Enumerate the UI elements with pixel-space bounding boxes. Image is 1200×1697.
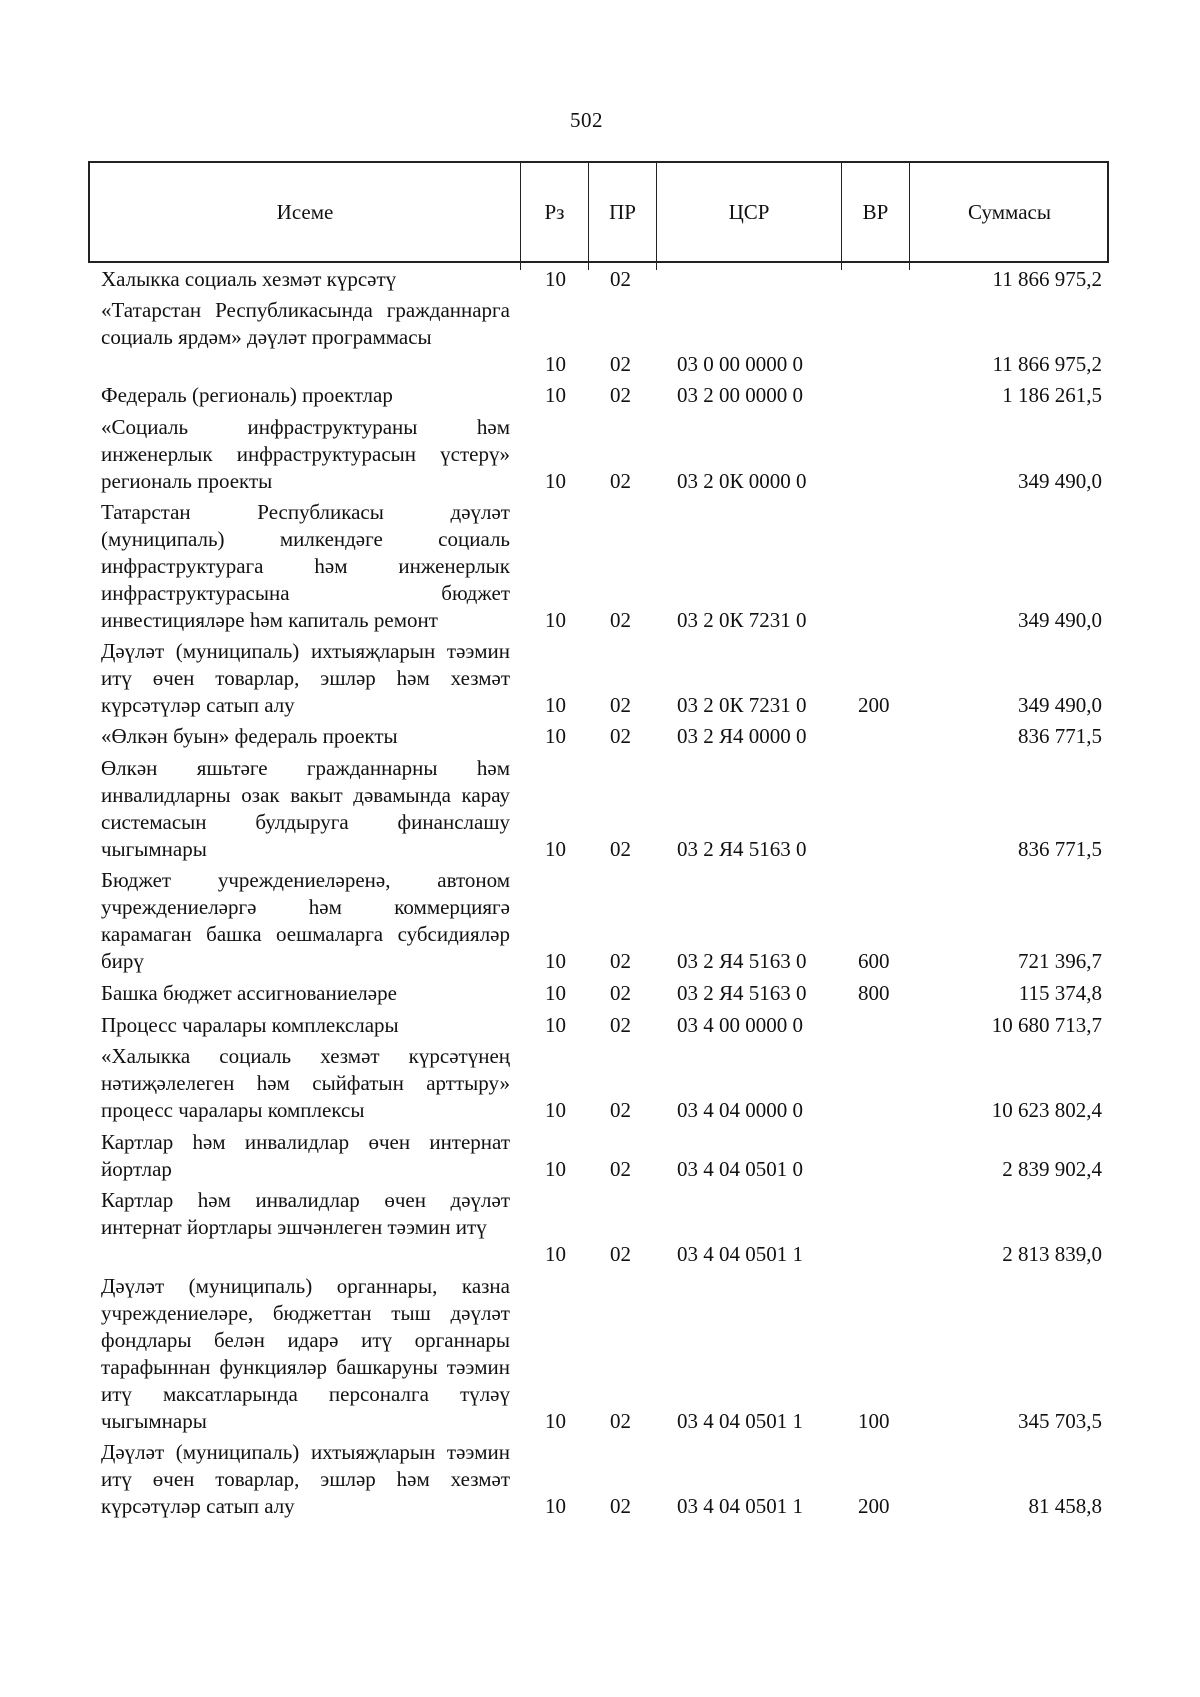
row-pr: 02: [610, 981, 631, 1005]
header-vr: ВР: [862, 199, 889, 224]
row-csr: 03 2 0К 0000 0: [677, 469, 807, 493]
header-rz: Рз: [544, 199, 565, 224]
row-csr: 03 0 00 0000 0: [677, 352, 803, 376]
row-pr: 02: [610, 469, 631, 493]
table-row: [0, 1012, 1200, 1039]
row-pr: 02: [610, 1098, 631, 1122]
row-vr: 200: [858, 1494, 890, 1518]
row-sum: 81 458,8: [1028, 1494, 1102, 1518]
row-csr: 03 2 Я4 5163 0: [677, 837, 807, 861]
row-rz: 10: [545, 352, 566, 376]
table-row: [0, 414, 1200, 495]
header-name: Исеме: [276, 199, 334, 224]
row-pr: 02: [610, 352, 631, 376]
row-csr: 03 2 Я4 0000 0: [677, 724, 807, 748]
row-name: «Татарстан Республикасында гражданнарга социаль ярдәм» дәүләт программасы: [101, 298, 510, 349]
row-csr: 03 2 0К 7231 0: [677, 693, 807, 717]
row-rz: 10: [545, 383, 566, 407]
row-name: Дәүләт (муниципаль) ихтыяҗларын тәэмин итү өчен товарлар, эшләр һәм хезмәт күрсәтүләр сатып алу: [101, 1440, 510, 1518]
table-row: [0, 266, 1200, 293]
row-rz: 10: [545, 1409, 566, 1433]
table-row: [0, 755, 1200, 863]
row-vr: 800: [858, 981, 890, 1005]
row-rz: 10: [545, 724, 566, 748]
header-sum: Суммасы: [968, 199, 1051, 224]
row-sum: 11 866 975,2: [992, 267, 1102, 291]
row-rz: 10: [545, 949, 566, 973]
row-pr: 02: [610, 1409, 631, 1433]
row-sum: 836 771,5: [1018, 724, 1102, 748]
row-name: «Халыкка социаль хезмәт күрсәтүнең нәтиҗәлелеген һәм сыйфатын арттыру» процесс чаралары комплексы: [101, 1044, 510, 1122]
row-pr: 02: [610, 1494, 631, 1518]
row-pr: 02: [610, 1157, 631, 1181]
row-csr: 03 2 Я4 5163 0: [677, 949, 807, 973]
row-sum: 10 623 802,4: [991, 1098, 1102, 1122]
row-name: Бюджет учреждениеләренә, автоном учреждениеләргә һәм коммерциягә карамаган башка оешмаларга субсидияләр бирү: [101, 868, 510, 973]
row-name: Картлар һәм инвалидлар өчен дәүләт интернат йортлары эшчәнлеген тәэмин итү: [101, 1188, 510, 1239]
row-rz: 10: [545, 1013, 566, 1037]
row-pr: 02: [610, 383, 631, 407]
row-name: Дәүләт (муниципаль) органнары, казна учреждениеләре, бюджеттан тыш дәүләт фондлары белән идарә итү органнары тарафыннан функцияләр башкаруны тәэмин итү максатларында персоналга түләү чыгымнары: [101, 1274, 510, 1433]
row-csr: 03 4 04 0501 1: [677, 1409, 803, 1433]
row-rz: 10: [545, 1157, 566, 1181]
row-name: Башка бюджет ассигнованиеләре: [101, 981, 397, 1005]
table-row: [0, 723, 1200, 750]
row-rz: 10: [545, 608, 566, 632]
row-rz: 10: [545, 693, 566, 717]
row-csr: 03 2 Я4 5163 0: [677, 981, 807, 1005]
row-sum: 345 703,5: [1018, 1409, 1102, 1433]
row-sum: 11 866 975,2: [992, 352, 1102, 376]
row-rz: 10: [545, 1098, 566, 1122]
header-csr: ЦСР: [728, 199, 770, 224]
table-row: [0, 1129, 1200, 1183]
table-row: [0, 1043, 1200, 1124]
row-name: «Өлкән буын» федераль проекты: [101, 724, 398, 748]
table-row: [0, 1439, 1200, 1520]
row-name: «Социаль инфраструктураны һәм инженерлык инфраструктурасын үстерү» региональ проекты: [101, 415, 510, 493]
table-row: [0, 499, 1200, 634]
row-pr: 02: [610, 693, 631, 717]
table-row: [0, 867, 1200, 975]
row-sum: 2 813 839,0: [1002, 1242, 1102, 1266]
table-row: [0, 297, 1200, 378]
row-pr: 02: [610, 949, 631, 973]
row-csr: 03 4 04 0000 0: [677, 1098, 803, 1122]
row-name: Процесс чаралары комплекслары: [101, 1013, 399, 1037]
row-vr: 600: [858, 949, 890, 973]
table-row: [0, 638, 1200, 719]
row-name: Татарстан Республикасы дәүләт (муниципаль) милкендәге социаль инфраструктурага һәм инженерлык инфраструктурасына бюджет инвестицияләре һәм капиталь ремонт: [101, 500, 510, 632]
row-name: Картлар һәм инвалидлар өчен интернат йортлар: [101, 1130, 510, 1181]
row-rz: 10: [545, 469, 566, 493]
row-pr: 02: [610, 267, 631, 291]
row-pr: 02: [610, 724, 631, 748]
row-vr: 200: [858, 693, 890, 717]
row-rz: 10: [545, 267, 566, 291]
row-sum: 10 680 713,7: [991, 1013, 1102, 1037]
row-csr: 03 4 00 0000 0: [677, 1013, 803, 1037]
row-sum: 349 490,0: [1018, 469, 1102, 493]
table-row: [0, 1273, 1200, 1435]
row-sum: 721 396,7: [1018, 949, 1102, 973]
row-pr: 02: [610, 1242, 631, 1266]
table-row: [0, 1187, 1200, 1268]
table-header: [88, 161, 1109, 263]
row-csr: 03 2 0К 7231 0: [677, 608, 807, 632]
row-pr: 02: [610, 1013, 631, 1037]
row-csr: 03 4 04 0501 1: [677, 1242, 803, 1266]
row-name: Дәүләт (муниципаль) ихтыяҗларын тәэмин итү өчен товарлар, эшләр һәм хезмәт күрсәтүләр сатып алу: [101, 639, 510, 717]
row-rz: 10: [545, 837, 566, 861]
row-name: Халыкка социаль хезмәт күрсәтү: [101, 267, 397, 291]
row-csr: 03 2 00 0000 0: [677, 383, 803, 407]
header-pr: ПР: [609, 199, 636, 224]
table-row: [0, 980, 1200, 1007]
row-sum: 1 186 261,5: [1002, 383, 1102, 407]
row-sum: 2 839 902,4: [1002, 1157, 1102, 1181]
row-rz: 10: [545, 981, 566, 1005]
row-sum: 349 490,0: [1018, 608, 1102, 632]
row-name: Өлкән яшьтәге гражданнарны һәм инвалидларны озак вакыт дәвамында карау системасын булдыруга финанслашу чыгымнары: [101, 756, 510, 861]
row-name: Федераль (региональ) проектлар: [101, 383, 393, 407]
row-rz: 10: [545, 1494, 566, 1518]
row-rz: 10: [545, 1242, 566, 1266]
row-sum: 836 771,5: [1018, 837, 1102, 861]
row-pr: 02: [610, 837, 631, 861]
row-pr: 02: [610, 608, 631, 632]
row-sum: 115 374,8: [1018, 981, 1102, 1005]
row-vr: 100: [858, 1409, 890, 1433]
row-sum: 349 490,0: [1018, 693, 1102, 717]
table-row: [0, 382, 1200, 409]
row-csr: 03 4 04 0501 0: [677, 1157, 803, 1181]
page-number: 502: [570, 108, 603, 132]
row-csr: 03 4 04 0501 1: [677, 1494, 803, 1518]
